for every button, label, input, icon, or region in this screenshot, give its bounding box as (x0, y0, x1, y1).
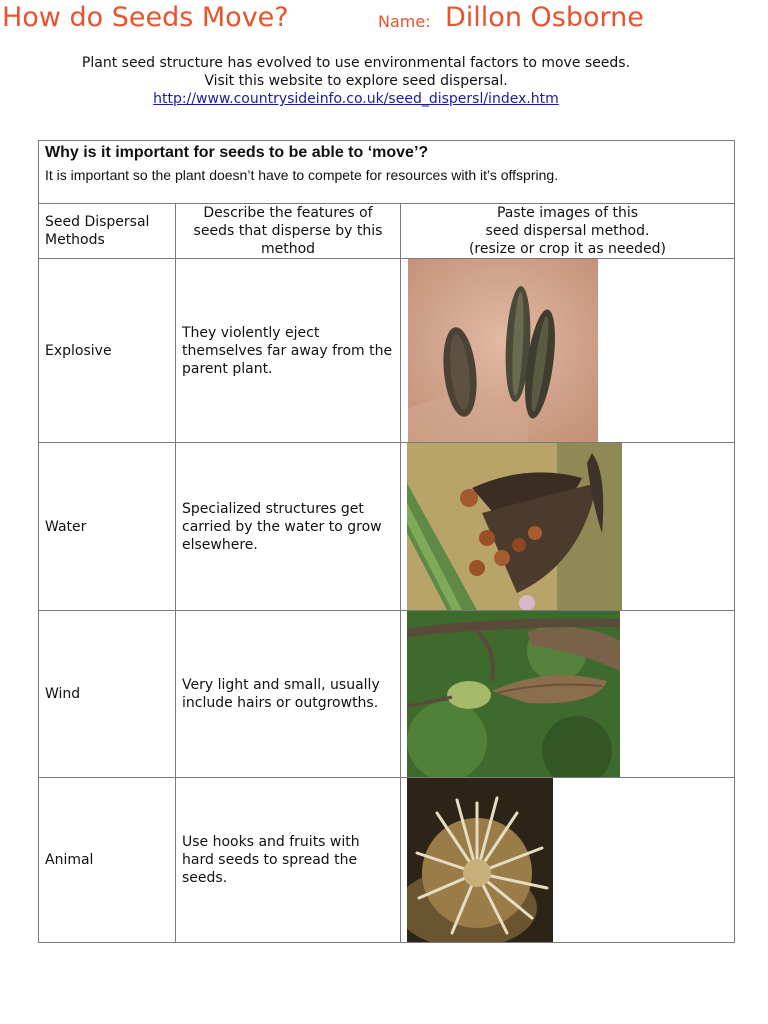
method-cell: Explosive (39, 259, 176, 443)
dry-pod-photo-icon[interactable] (407, 443, 622, 610)
description-cell[interactable]: Specialized structures get carried by the water to grow elsewhere. (176, 443, 401, 611)
table-row (39, 443, 735, 611)
header-images-line-1: Paste images of this (496, 205, 639, 221)
image-cell[interactable] (401, 443, 735, 611)
question-cell[interactable] (39, 141, 735, 204)
header-features: Describe the features of seeds that disperse by this method (176, 204, 401, 259)
name-label: Name: (378, 12, 431, 31)
intro-line-1: Plant seed structure has evolved to use environmental factors to move seeds. (81, 55, 631, 71)
image-cell[interactable] (401, 778, 735, 943)
question-text: Why is it important for seeds to be able to ‘move’? (45, 144, 429, 161)
header-row (39, 204, 735, 259)
image-cell[interactable] (401, 259, 735, 443)
method-cell: Water (39, 443, 176, 611)
seed-pods-photo-icon[interactable] (408, 259, 598, 442)
image-cell[interactable] (401, 611, 735, 778)
header-methods: Seed Dispersal Methods (39, 204, 176, 259)
winged-seed-photo-icon[interactable] (407, 611, 620, 777)
question-row (39, 141, 735, 204)
description-cell[interactable]: Very light and small, usually include hairs or outgrowths. (176, 611, 401, 778)
method-cell: Animal (39, 778, 176, 943)
description-cell[interactable]: Use hooks and fruits with hard seeds to spread the seeds. (176, 778, 401, 943)
page-title: How do Seeds Move? (2, 2, 289, 33)
intro-text (0, 54, 712, 108)
answer-text[interactable]: It is important so the plant doesn’t have to compete for resources with it’s offspring. (45, 167, 559, 183)
intro-line-2: Visit this website to explore seed dispersal. (204, 73, 508, 89)
table-row (39, 611, 735, 778)
seed-dispersal-table (38, 140, 735, 943)
description-cell[interactable]: They violently eject themselves far away from the parent plant. (176, 259, 401, 443)
seed-dispersal-link[interactable]: http://www.countrysideinfo.co.uk/seed_dispersl/index.htm (153, 91, 559, 107)
table-row (39, 778, 735, 943)
method-cell: Wind (39, 611, 176, 778)
header-images (401, 204, 735, 259)
table-row (39, 259, 735, 443)
header-images-line-3: (resize or crop it as needed) (468, 241, 667, 257)
header-images-line-2: seed dispersal method. (485, 223, 650, 239)
burr-photo-icon[interactable] (407, 778, 553, 942)
student-name[interactable]: Dillon Osborne (445, 2, 644, 33)
